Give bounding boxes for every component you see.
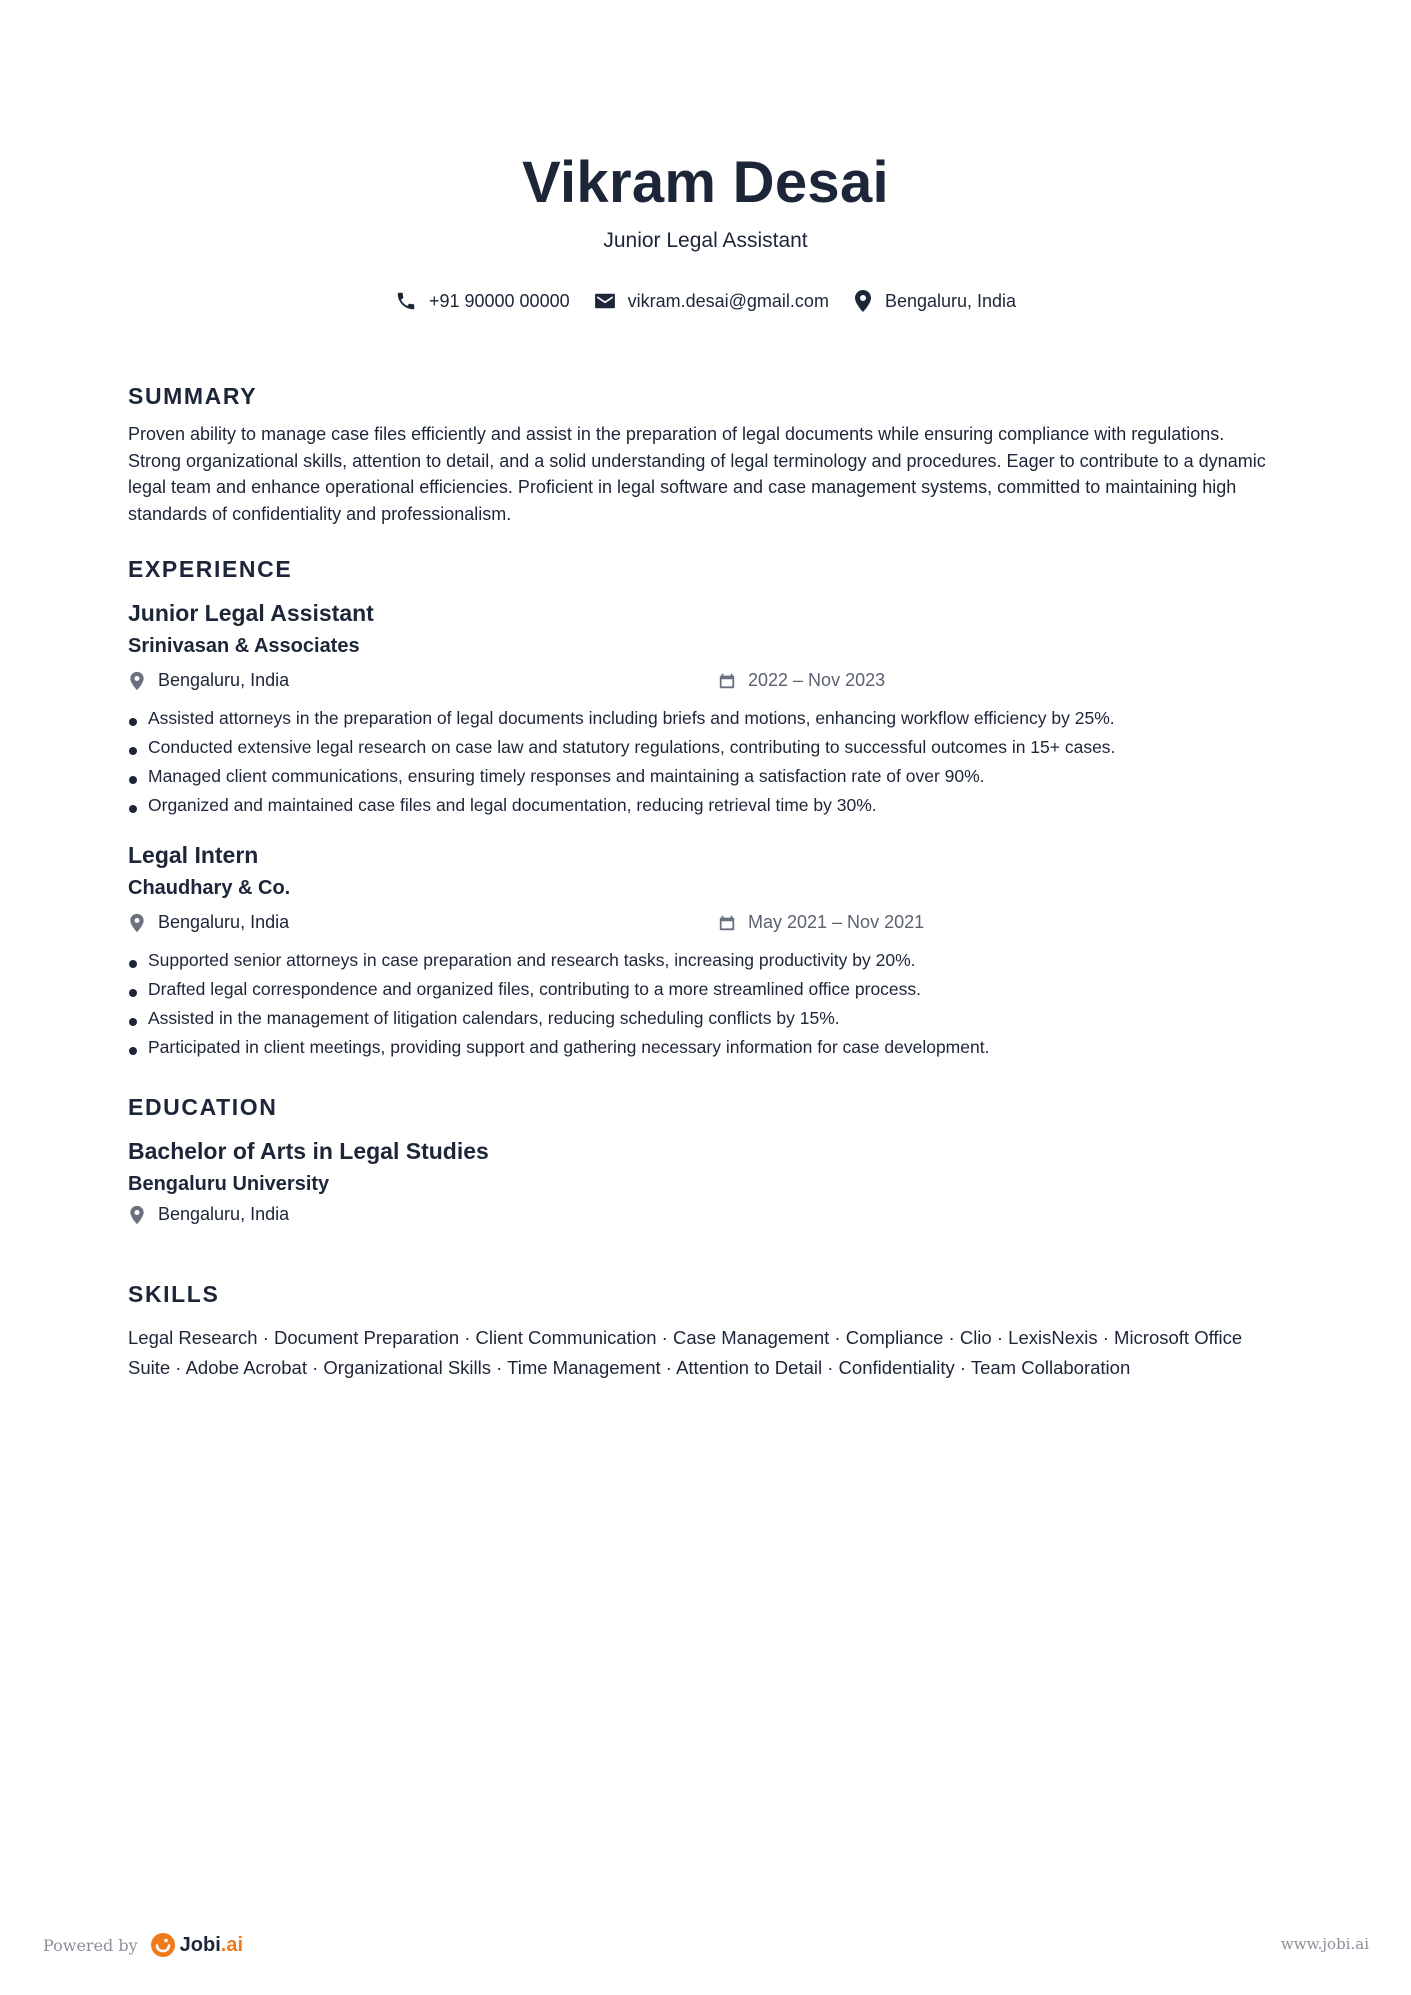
map-pin-icon [128,671,146,691]
map-pin-icon [853,289,873,313]
contact-email[interactable] [594,291,829,312]
list-item: Drafted legal correspondence and organized files, contributing to a more streamlined office process. [128,975,1278,1004]
contact-location [853,289,1016,313]
job-company: Srinivasan & Associates [128,635,360,657]
map-pin-icon [128,913,146,933]
list-item: Participated in client meetings, providing support and gathering necessary information for case development. [128,1033,1278,1062]
candidate-role: Junior Legal Assistant [603,229,808,252]
skills-heading: SKILLS [128,1281,220,1307]
experience-heading: EXPERIENCE [128,556,293,582]
summary-heading: SUMMARY [128,383,258,409]
jobi-logo-icon [150,1932,176,1958]
list-item: Assisted attorneys in the preparation of legal documents including briefs and motions, enhancing workflow efficiency by 25%. [128,704,1278,733]
job-location [128,912,289,933]
summary-section [128,381,1278,527]
list-item: Assisted in the management of litigation calendars, reducing scheduling conflicts by 15%. [128,1004,1278,1033]
education-location [128,1204,289,1225]
contact-phone[interactable] [395,290,570,312]
phone-icon [395,290,417,312]
job-location [128,670,289,691]
education-section [128,1092,1278,1232]
contact-row [0,287,1411,315]
map-pin-icon [128,1205,146,1225]
candidate-name: Vikram Desai [522,150,889,215]
job-bullets [128,704,1278,820]
education-location-text: Bengaluru, India [158,1204,290,1224]
phone-text: +91 90000 00000 [428,290,570,311]
job-location-text: Bengaluru, India [158,670,290,690]
job-dates [718,912,924,933]
jobi-logo[interactable] [150,1932,243,1958]
job-dates [718,670,885,691]
list-item: Supported senior attorneys in case preparation and research tasks, increasing productivity by 20%. [128,946,1278,975]
logo-main: Jobi [179,1933,221,1956]
education-meta [128,1204,1278,1232]
skills-section [128,1279,1278,1383]
school-name: Bengaluru University [128,1173,330,1195]
summary-text: Proven ability to manage case files efficiently and assist in the preparation of legal documents while ensuring compliance with regulations. Strong organizational skills, attention to detail, and a solid understanding of legal terminology and procedures. Eager to contribute to a dynamic legal team and enhance operational efficiencies. Proficient in legal software and case management systems, committed to maintaining high standards of confidentiality and professionalism. [128,424,1266,524]
job-location-text: Bengaluru, India [158,912,290,932]
jobi-logo-text [180,1934,243,1957]
job-dates-text: May 2021 – Nov 2021 [748,912,925,932]
footer-branding [43,1932,243,1958]
job-company: Chaudhary & Co. [128,877,291,899]
job-title: Junior Legal Assistant [128,600,374,626]
skills-text: Legal Research · Document Preparation · Client Communication · Case Management · Compliance · Clio · LexisNexis · Microsoft Office Suite · Adobe Acrobat · Organizational Skills · Time Management · Attention to Detail · Confidentiality · Team Collaboration [128,1327,1243,1378]
degree-title: Bachelor of Arts in Legal Studies [128,1138,489,1164]
job-meta [128,670,1278,698]
job-title: Legal Intern [128,842,259,868]
footer-website[interactable]: www.jobi.ai [1280,1935,1369,1953]
job-dates-text: 2022 – Nov 2023 [748,670,886,690]
education-heading: EDUCATION [128,1094,278,1120]
location-text: Bengaluru, India [884,290,1017,311]
list-item: Conducted extensive legal research on case law and statutory regulations, contributing to successful outcomes in 15+ cases. [128,733,1278,762]
list-item: Managed client communications, ensuring timely responses and maintaining a satisfaction rate of over 90%. [128,762,1278,791]
job-entry [128,598,1278,820]
calendar-icon [718,672,736,690]
list-item: Organized and maintained case files and legal documentation, reducing retrieval time by 30%. [128,791,1278,820]
powered-by-text: Powered by [43,1935,138,1955]
experience-section [128,554,1278,1062]
envelope-icon [594,292,616,310]
job-entry [128,840,1278,1062]
job-bullets [128,946,1278,1062]
education-entry [128,1136,1278,1232]
email-text: vikram.desai@gmail.com [627,290,829,311]
logo-suffix: .ai [220,1933,244,1956]
calendar-icon [718,914,736,932]
job-meta [128,912,1278,940]
